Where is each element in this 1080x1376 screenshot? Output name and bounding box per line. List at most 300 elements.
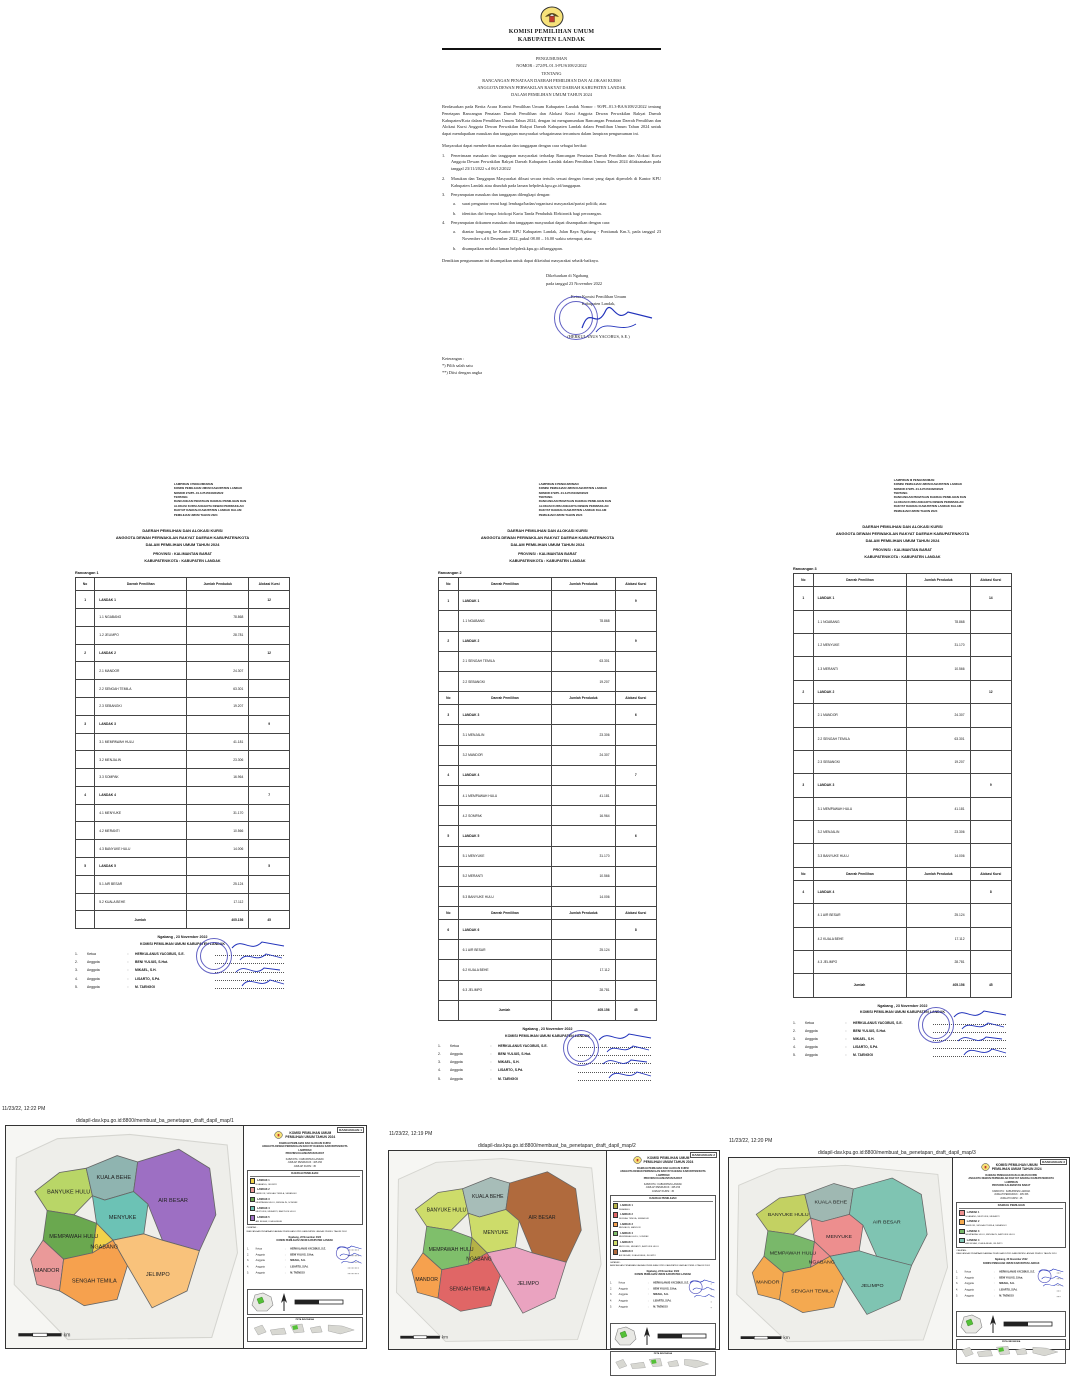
panel-scale-bar bbox=[293, 1295, 347, 1309]
indonesia-inset-box bbox=[247, 1317, 363, 1342]
list-item-number: 3. bbox=[442, 192, 451, 199]
cell-daerah-pemilihan: Daerah Pemilihan bbox=[95, 578, 187, 591]
signer-number: 5. bbox=[956, 1292, 965, 1298]
signer-role: Anggota bbox=[255, 1269, 279, 1275]
signer-colon: : bbox=[121, 975, 135, 983]
table-row bbox=[76, 911, 290, 929]
signer-colon: : bbox=[839, 1027, 853, 1035]
panel-title-line4: PROVINSI KALIMANTAN BARAT bbox=[247, 1152, 363, 1156]
signer-colon: : bbox=[121, 958, 135, 966]
region-label: NGABANG bbox=[466, 1256, 491, 1262]
panel-signers-block bbox=[610, 1280, 716, 1309]
cell-alokasi-kursi bbox=[615, 980, 656, 1000]
cell-no: 2 bbox=[794, 680, 814, 703]
cell-daerah-pemilihan: LANDAK 3 bbox=[813, 774, 907, 797]
panel-title-line3: LAMPIRAN bbox=[247, 1149, 363, 1153]
signature-dotted-line bbox=[215, 980, 284, 981]
region-label: MEMPAWAH HULU bbox=[770, 1251, 817, 1257]
cell-alokasi-kursi bbox=[249, 840, 290, 858]
panel-meta-kursi: JUMLAH KURSI : 45 bbox=[956, 1197, 1066, 1201]
lampiran-header-line: KOMISI PEMILIHAN UMUM KABUPATEN LANDAK bbox=[539, 486, 657, 490]
table-row bbox=[76, 697, 290, 715]
legend-dapil-detail: AIR BESAR, KUALA BEHE, JELIMPO bbox=[619, 1255, 713, 1258]
table-row bbox=[794, 880, 1012, 903]
signature-dotted-line bbox=[347, 1273, 358, 1274]
region-label: KUALA BEHE bbox=[472, 1194, 504, 1200]
list-item-number: 4. bbox=[442, 220, 451, 227]
scale-unit-label: km bbox=[783, 1335, 790, 1340]
cell-daerah-pemilihan: LANDAK 5 bbox=[95, 858, 187, 876]
table-row bbox=[76, 804, 290, 822]
cell-jumlah-penduduk: Jumlah Penduduk bbox=[907, 867, 970, 880]
district-map bbox=[6, 1126, 243, 1348]
cell-daerah-pemilihan: 2.3 SEBANGKI bbox=[95, 697, 187, 715]
dapil-table bbox=[793, 573, 1012, 997]
cell-alokasi-kursi bbox=[615, 611, 656, 631]
signer-number: 3. bbox=[247, 1258, 256, 1264]
table-row bbox=[794, 774, 1012, 797]
cell-jumlah-penduduk: 17.112 bbox=[907, 927, 970, 950]
region-label: KUALA BEHE bbox=[97, 1175, 132, 1181]
lampiran-header-line: TENTANG bbox=[539, 495, 657, 499]
cell-alokasi-kursi: 6 bbox=[615, 705, 656, 725]
cell-alokasi-kursi bbox=[970, 797, 1011, 820]
table-row bbox=[76, 680, 290, 698]
cell-no: No bbox=[76, 578, 95, 591]
signature-dotted-line bbox=[215, 988, 284, 989]
cell-alokasi-kursi bbox=[970, 950, 1011, 973]
cell-jumlah-penduduk: 25.124 bbox=[907, 904, 970, 927]
cell-daerah-pemilihan: LANDAK 4 bbox=[813, 880, 907, 903]
signer-name: M. TAENGGI bbox=[1000, 1292, 1056, 1298]
signer-row bbox=[610, 1304, 716, 1310]
signer-name: M. TAENGGI bbox=[653, 1304, 709, 1310]
legend-color-swatch bbox=[250, 1206, 255, 1211]
legend-item bbox=[250, 1178, 360, 1186]
cell-no bbox=[794, 821, 814, 844]
signer-name: M. TAENGGI bbox=[290, 1269, 346, 1275]
footer-date: Ngabang , 23 November 2022 bbox=[75, 934, 290, 940]
cell-no: 5 bbox=[439, 826, 459, 846]
rancangan-tag: RANCANGAN 3 bbox=[1040, 1159, 1067, 1165]
legend-dapil-name: LANDAK 6 bbox=[620, 1250, 633, 1254]
signer-colon: : bbox=[839, 1019, 853, 1027]
legend-dapil-detail: MEMPAWAH HULU, SOMPAK bbox=[619, 1236, 713, 1239]
signer-name: HERKULANUS YACOBUS, S.E. bbox=[653, 1280, 709, 1286]
table-row bbox=[439, 745, 657, 765]
signer-row bbox=[956, 1269, 1065, 1275]
signer-row bbox=[75, 975, 290, 983]
table-row bbox=[76, 644, 290, 662]
signer-colon: : bbox=[990, 1269, 1000, 1275]
list-item bbox=[442, 176, 661, 190]
signer-role: Anggota bbox=[87, 983, 121, 991]
keterangan-line2: **) Diisi dengan angka bbox=[442, 369, 661, 376]
lampiran-header-line: NOMOR 272/PL.01.3-PU/6108/2/2022 bbox=[539, 491, 657, 495]
cell-no bbox=[76, 609, 95, 627]
cell-daerah-pemilihan: 2.2 SENGAH TEMILA bbox=[95, 680, 187, 698]
district-map bbox=[389, 1151, 606, 1349]
signer-name: MIKAEL, S.H. bbox=[498, 1058, 576, 1066]
attachment-2-sheet bbox=[438, 482, 657, 1083]
cell-jumlah-penduduk: 78.868 bbox=[187, 609, 249, 627]
cell-daerah-pemilihan: 3.3 BANYUKE HULU bbox=[813, 844, 907, 867]
signer-role: Anggota bbox=[618, 1286, 642, 1292]
attachment-title-line3: DALAM PEMILIHAN UMUM TAHUN 2024 bbox=[793, 537, 1012, 544]
signer-number: 4. bbox=[610, 1298, 619, 1304]
cell-no: No bbox=[439, 907, 459, 920]
table-row bbox=[439, 940, 657, 960]
province-line: PROVINSI : KALIMANTAN BARAT bbox=[793, 547, 1012, 554]
paragraph-2: Masyarakat dapat memberikan masukan dan tanggapan dengan cara sebagai berikut: bbox=[442, 143, 661, 150]
cell-no bbox=[439, 960, 459, 980]
legend-color-swatch bbox=[613, 1203, 618, 1208]
signer-row bbox=[438, 1066, 657, 1074]
cell-alokasi-kursi bbox=[249, 769, 290, 787]
cell-daerah-pemilihan: 3.2 MENJALIN bbox=[813, 821, 907, 844]
cell-alokasi-kursi bbox=[615, 651, 656, 671]
signer-number: 5. bbox=[75, 983, 87, 991]
signer-name: HERKULANUS YACOBUS, S.E. bbox=[135, 950, 213, 958]
signer-row bbox=[793, 1019, 1012, 1027]
indonesia-inset-label: PETA INDONESIA bbox=[612, 1353, 714, 1356]
signature-dotted-line bbox=[347, 1255, 358, 1256]
signer-role: Anggota bbox=[255, 1258, 279, 1264]
cell-jumlah-penduduk: 405.156 bbox=[907, 974, 970, 997]
cell-alokasi-kursi bbox=[615, 725, 656, 745]
cell-daerah-pemilihan: 4.1 AIR BESAR bbox=[813, 904, 907, 927]
cell-no bbox=[439, 672, 459, 692]
signer-name: M. TAENGGI bbox=[135, 983, 213, 991]
signer-role: Anggota bbox=[805, 1027, 839, 1035]
keterangan-line1: *) Pilih salah satu bbox=[442, 362, 661, 369]
map-scale-bar bbox=[400, 1335, 448, 1340]
panel-title-line2: ANGGOTA DEWAN PERWAKILAN RAKYAT DAERAH KABUPATEN/KOTA bbox=[247, 1145, 363, 1149]
cell-alokasi-kursi: 45 bbox=[615, 1000, 656, 1020]
legend-dapil-detail: MANDOR, SENGAH TEMILA, SEBANGKI bbox=[965, 1225, 1063, 1228]
cell-daerah-pemilihan: 1.1 NGABANG bbox=[813, 610, 907, 633]
signer-number: 1. bbox=[610, 1280, 619, 1286]
cell-daerah-pemilihan: 1.1 NGABANG bbox=[458, 611, 552, 631]
signature-dotted-line bbox=[578, 1080, 651, 1081]
cell-no: 3 bbox=[794, 774, 814, 797]
cell-alokasi-kursi: 6 bbox=[615, 826, 656, 846]
signer-name: LISARTO, S.Pd. bbox=[498, 1066, 576, 1074]
list-item-number: b. bbox=[453, 246, 462, 253]
cell-daerah-pemilihan: 4.1 MEMPAWAH HULU bbox=[458, 785, 552, 805]
cell-alokasi-kursi bbox=[615, 672, 656, 692]
lampiran-header-line: TENTANG bbox=[894, 491, 1012, 495]
list-item-number: a. bbox=[453, 201, 462, 208]
signer-colon: : bbox=[280, 1269, 290, 1275]
footer-date: Ngabang , 23 November 2022 bbox=[438, 1026, 657, 1032]
attachment-title-line1: DAERAH PEMILIHAN DAN ALOKASI KURSI bbox=[75, 527, 290, 534]
cell-alokasi-kursi bbox=[615, 960, 656, 980]
footer-org: KOMISI PEMILIHAN UMUM KABUPATEN LANDAK bbox=[793, 1009, 1012, 1015]
signer-name: LISARTO, S.Pd. bbox=[290, 1263, 346, 1269]
cell-no bbox=[439, 651, 459, 671]
cell-no bbox=[439, 745, 459, 765]
signer-row bbox=[75, 950, 290, 958]
signer-number: 3. bbox=[438, 1058, 450, 1066]
cell-jumlah-penduduk bbox=[552, 705, 615, 725]
map3-timestamp: 11/23/22, 12:20 PM bbox=[729, 1138, 772, 1144]
cell-jumlah-penduduk bbox=[907, 774, 970, 797]
cell-daerah-pemilihan: LANDAK 1 bbox=[95, 591, 187, 609]
cell-daerah-pemilihan: 4.1 MENYUKE bbox=[95, 804, 187, 822]
legend-dapil-name: LANDAK 2 bbox=[620, 1213, 633, 1217]
cell-no: 2 bbox=[439, 631, 459, 651]
cell-alokasi-kursi bbox=[249, 662, 290, 680]
legend-dapil-name: LANDAK 2 bbox=[257, 1188, 270, 1192]
cell-jumlah-penduduk: 24.307 bbox=[552, 745, 615, 765]
table-row bbox=[76, 858, 290, 876]
cell-alokasi-kursi: 9 bbox=[615, 591, 656, 611]
cell-jumlah-penduduk bbox=[552, 765, 615, 785]
cell-no bbox=[439, 725, 459, 745]
cell-daerah-pemilihan: LANDAK 2 bbox=[458, 631, 552, 651]
signer-name: BENI YULIUS, S.Hut. bbox=[498, 1050, 576, 1058]
region-label: MEMPAWAH HULU bbox=[49, 1234, 98, 1240]
cell-no bbox=[76, 822, 95, 840]
signer-name: MIKAEL, S.H. bbox=[135, 966, 213, 974]
lampiran-header-line: NOMOR 272/PL.01.3-PU/6108/2/2022 bbox=[174, 491, 290, 495]
signer-name: BENI YULIUS, S.Hut. bbox=[1000, 1274, 1056, 1280]
lampiran-header-line: ALOKASI KURSI ANGGOTA DEWAN PERWAKILAN bbox=[894, 500, 1012, 504]
cell-daerah-pemilihan: 3.1 MENJALIN bbox=[458, 725, 552, 745]
attachment-title-line1: DAERAH PEMILIHAN DAN ALOKASI KURSI bbox=[793, 523, 1012, 530]
region-label: MEMPAWAH HULU bbox=[429, 1247, 474, 1253]
panel-title-line2: ANGGOTA DEWAN PERWAKILAN RAKYAT DAERAH KABUPATEN/KOTA bbox=[610, 1170, 716, 1174]
cell-alokasi-kursi: 45 bbox=[249, 911, 290, 929]
signer-colon: : bbox=[839, 1043, 853, 1051]
cell-daerah-pemilihan: 4.3 JELIMPO bbox=[813, 950, 907, 973]
table-row bbox=[439, 692, 657, 705]
legend-item bbox=[613, 1240, 713, 1248]
signer-number: 3. bbox=[956, 1280, 965, 1286]
map-sheet-rancangan-2 bbox=[388, 1150, 720, 1350]
signer-row bbox=[793, 1051, 1012, 1059]
cell-no: 3 bbox=[439, 705, 459, 725]
panel-title-line2: ANGGOTA DEWAN PERWAKILAN RAKYAT DAERAH KABUPATEN/KOTA bbox=[956, 1177, 1066, 1181]
cell-no bbox=[794, 904, 814, 927]
cell-daerah-pemilihan: 3.3 SOMPAK bbox=[95, 769, 187, 787]
legend-title: DAERAH PEMILIHAN bbox=[613, 1197, 713, 1202]
signer-number: 4. bbox=[75, 975, 87, 983]
attachment-title-line2: ANGGOTA DEWAN PERWAKILAN RAKYAT DAERAH KABUPATEN/KOTA bbox=[75, 534, 290, 541]
cell-daerah-pemilihan: 3.1 MEMPAWAH HULU bbox=[95, 733, 187, 751]
keterangan-title: Keterangan : bbox=[442, 355, 661, 362]
signer-row bbox=[438, 1042, 657, 1050]
cell-no bbox=[439, 785, 459, 805]
cell-alokasi-kursi bbox=[615, 745, 656, 765]
legend-color-swatch bbox=[613, 1231, 618, 1236]
footer-date: Ngabang , 23 November 2022 bbox=[793, 1003, 1012, 1009]
cell-alokasi-kursi: 8 bbox=[615, 920, 656, 940]
cell-no: 2 bbox=[76, 644, 95, 662]
cell-alokasi-kursi bbox=[970, 610, 1011, 633]
table-row bbox=[439, 725, 657, 745]
region-label: SENGAH TEMILA bbox=[791, 1289, 834, 1295]
signer-number: 1. bbox=[75, 950, 87, 958]
north-arrow-icon bbox=[986, 1313, 1000, 1335]
cell-daerah-pemilihan: Daerah Pemilihan bbox=[458, 692, 552, 705]
map-info-panel bbox=[244, 1126, 366, 1348]
doc-number: NOMOR : 272/PL.01.3-PU/6108/2/2022 bbox=[442, 62, 661, 69]
signer-name: LISARTO, S.Pd. bbox=[135, 975, 213, 983]
cell-alokasi-kursi: 9 bbox=[615, 631, 656, 651]
cell-daerah-pemilihan: 3.1 MEMPAWAH HULU bbox=[813, 797, 907, 820]
table-row bbox=[439, 806, 657, 826]
panel-title-line1: DAERAH PEMILIHAN DAN ALOKASI KURSI bbox=[956, 1174, 1066, 1178]
panel-org-line: KOMISI PEMILIHAN UMUM KABUPATEN LANDAK bbox=[247, 1239, 363, 1243]
cell-daerah-pemilihan: Daerah Pemilihan bbox=[813, 867, 907, 880]
table-row bbox=[794, 680, 1012, 703]
map-sheet-rancangan-1 bbox=[5, 1125, 367, 1349]
signer-number: 2. bbox=[438, 1050, 450, 1058]
signer-name: BENI YULIUS, S.Hut. bbox=[653, 1286, 709, 1292]
table-row bbox=[76, 578, 290, 591]
cell-no bbox=[76, 769, 95, 787]
signer-row bbox=[247, 1269, 363, 1275]
signer-role: Anggota bbox=[87, 966, 121, 974]
legend-dapil-name: LANDAK 3 bbox=[257, 1198, 270, 1202]
list-item-text: identitas diri berupa fotokopi Kartu Tanda Penduduk Elektronik bagi perorangan. bbox=[462, 211, 661, 218]
indonesia-archipelago-map bbox=[958, 1344, 1064, 1360]
inset-row bbox=[956, 1311, 1066, 1337]
org-name-line1: KOMISI PEMILIHAN UMUM bbox=[442, 29, 661, 37]
signer-colon: : bbox=[484, 1050, 498, 1058]
region-label: SENGAH TEMILA bbox=[72, 1278, 117, 1284]
list-item-number: a. bbox=[453, 229, 462, 243]
cell-no bbox=[794, 750, 814, 773]
signer-number: 3. bbox=[75, 966, 87, 974]
legend-item bbox=[959, 1238, 1063, 1246]
signer-number: 4. bbox=[956, 1286, 965, 1292]
signer-row bbox=[793, 1043, 1012, 1051]
lampiran-header bbox=[539, 482, 657, 517]
lampiran-header-line: PEMILIHAN UMUM TAHUN 2024 bbox=[539, 513, 657, 517]
signer-role: Anggota bbox=[805, 1051, 839, 1059]
map2-timestamp: 11/23/22, 12:19 PM bbox=[389, 1131, 432, 1137]
indonesia-inset-label: PETA INDONESIA bbox=[958, 1341, 1064, 1344]
cell-no bbox=[76, 680, 95, 698]
table-row bbox=[794, 587, 1012, 610]
legend-item bbox=[250, 1197, 360, 1205]
org-name-line2: KABUPATEN LANDAK bbox=[442, 37, 661, 45]
signer-row bbox=[438, 1075, 657, 1083]
map3-url: didapil-dav.kpu.go.id:8800/membuat_ba_penetapan_draft_dapil_map/3 bbox=[818, 1150, 976, 1156]
catatan-title: CATATAN : bbox=[247, 1227, 363, 1230]
signer-name: HERKULANUS YACOBUS, S.E. bbox=[498, 1042, 576, 1050]
cell-no: No bbox=[794, 574, 814, 587]
signer-name: MIKAEL, S.H. bbox=[290, 1258, 346, 1264]
cell-alokasi-kursi bbox=[970, 657, 1011, 680]
signer-name: MIKAEL, S.H. bbox=[1000, 1280, 1056, 1286]
signer-colon: : bbox=[643, 1286, 653, 1292]
table-row bbox=[76, 662, 290, 680]
signature-dotted-line bbox=[1057, 1296, 1061, 1297]
attachment-title-line3: DALAM PEMILIHAN UMUM TAHUN 2024 bbox=[75, 541, 290, 548]
legend-color-swatch bbox=[959, 1210, 964, 1215]
table-row bbox=[439, 920, 657, 940]
table-row bbox=[439, 886, 657, 906]
list-item bbox=[442, 153, 661, 174]
list-item bbox=[442, 220, 661, 227]
cell-daerah-pemilihan: LANDAK 4 bbox=[95, 786, 187, 804]
signer-role: Anggota bbox=[450, 1058, 484, 1066]
signer-number: 2. bbox=[956, 1274, 965, 1280]
doc-title-line2: ANGGOTA DEWAN PERWAKILAN RAKYAT DAERAH KABUPATEN LANDAK bbox=[442, 84, 661, 91]
official-stamp bbox=[918, 1007, 954, 1043]
region-label: AIR BESAR bbox=[158, 1198, 188, 1204]
cell-alokasi-kursi bbox=[615, 940, 656, 960]
cell-jumlah-penduduk: 24.307 bbox=[187, 662, 249, 680]
signer-colon: : bbox=[839, 1035, 853, 1043]
cell-daerah-pemilihan: 2.1 SENGAH TEMILA bbox=[458, 651, 552, 671]
map-sheet-rancangan-3 bbox=[728, 1157, 1070, 1350]
region-label: BANYUKE HULU bbox=[768, 1212, 809, 1218]
cell-daerah-pemilihan: LANDAK 2 bbox=[813, 680, 907, 703]
cell-jumlah-penduduk: 41.181 bbox=[187, 733, 249, 751]
cell-no bbox=[76, 911, 95, 929]
indonesia-archipelago-map bbox=[249, 1322, 361, 1338]
signer-name: LISARTO, S.Pd. bbox=[1000, 1286, 1056, 1292]
issued-place: Dikeluarkan di Ngabang bbox=[546, 272, 661, 280]
cell-jumlah-penduduk: 28.781 bbox=[907, 950, 970, 973]
cell-alokasi-kursi: 12 bbox=[970, 680, 1011, 703]
signer-role: Anggota bbox=[450, 1066, 484, 1074]
legend-dapil-detail: MEMPAWAH HULU, MENJALIN, BANYUKE HULU bbox=[965, 1234, 1063, 1237]
signer-number: 5. bbox=[793, 1051, 805, 1059]
region-label: AIR BESAR bbox=[873, 1220, 901, 1226]
north-arrow-icon bbox=[640, 1325, 654, 1347]
signer-colon: : bbox=[484, 1058, 498, 1066]
legend-dapil-detail: NGABANG, MENYUKE, MERANTI bbox=[965, 1216, 1063, 1219]
signer-role: Ketua bbox=[87, 950, 121, 958]
legend-color-swatch bbox=[250, 1178, 255, 1183]
doc-label: PENGUMUMAN bbox=[442, 55, 661, 62]
cell-daerah-pemilihan: 6.2 KUALA BEHE bbox=[458, 960, 552, 980]
cell-no: No bbox=[794, 867, 814, 880]
cell-no bbox=[794, 634, 814, 657]
regency-line: KABUPATEN/KOTA : KABUPATEN LANDAK bbox=[75, 558, 290, 565]
map-canvas bbox=[729, 1158, 953, 1349]
cell-jumlah-penduduk: 78.868 bbox=[907, 610, 970, 633]
legend-item bbox=[613, 1231, 713, 1239]
attachment-title-line1: DAERAH PEMILIHAN DAN ALOKASI KURSI bbox=[438, 527, 657, 534]
legend-dapil-detail: MENYUKE, MERANTI, BANYUKE HULU bbox=[256, 1211, 360, 1214]
legend-dapil-detail: MANDOR, SENGAH TEMILA, SEBANGKI bbox=[256, 1193, 360, 1196]
cell-no bbox=[794, 844, 814, 867]
signature-dotted-line bbox=[933, 1048, 1006, 1049]
cell-alokasi-kursi bbox=[615, 806, 656, 826]
cell-alokasi-kursi: 12 bbox=[249, 591, 290, 609]
legend-box bbox=[956, 1202, 1066, 1248]
table-row bbox=[794, 867, 1012, 880]
cell-alokasi-kursi bbox=[970, 927, 1011, 950]
table-row bbox=[439, 866, 657, 886]
signer-title2: Kabupaten Landak, bbox=[546, 301, 651, 308]
signer-colon: : bbox=[280, 1252, 290, 1258]
cell-daerah-pemilihan: LANDAK 4 bbox=[458, 765, 552, 785]
cell-jumlah-penduduk: Jumlah Penduduk bbox=[552, 692, 615, 705]
legend-dapil-name: LANDAK 4 bbox=[967, 1239, 980, 1243]
cell-jumlah-penduduk bbox=[187, 591, 249, 609]
legend-dapil-detail: SENGAH TEMILA, SEBANGKI bbox=[619, 1218, 713, 1221]
table-row bbox=[794, 950, 1012, 973]
list-item bbox=[453, 201, 661, 208]
